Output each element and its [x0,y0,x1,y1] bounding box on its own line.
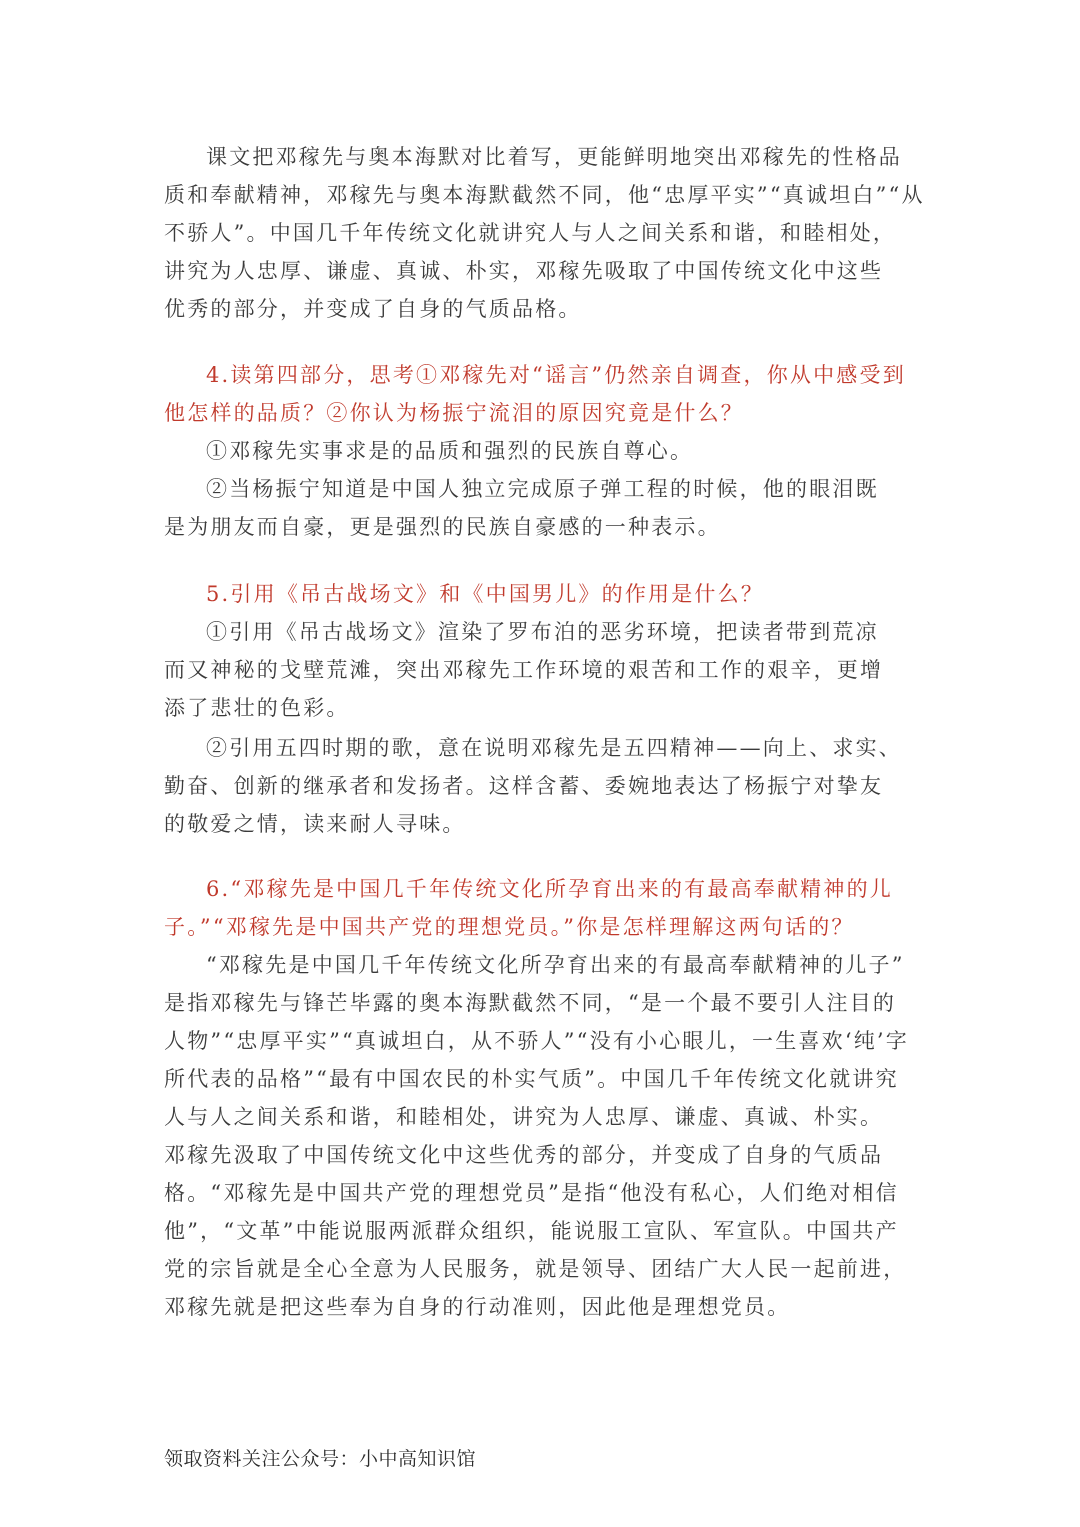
question-line: 他怎样的品质？②你认为杨振宁流泪的原因究竟是什么？ [164,401,744,425]
text-line: 人物”“忠厚平实”“真诚坦白，从不骄人”“没有小心眼儿，一生喜欢‘纯’字 [164,1029,909,1053]
answer-5-2 [164,729,944,843]
text-line: 邓稼先汲取了中国传统文化中这些优秀的部分，并变成了自身的气质品 [164,1143,884,1167]
text-line: 所代表的品格”“最有中国农民的朴实气质”。中国几千年传统文化就讲究 [164,1067,899,1091]
answer-4-1 [164,432,944,470]
text-line: 讲究为人忠厚、谦虚、真诚、朴实，邓稼先吸取了中国传统文化中这些 [164,259,884,283]
paragraph-summary [164,138,944,328]
question-4 [164,356,944,432]
text-line: 人与人之间关系和谐，和睦相处，讲究为人忠厚、谦虚、真诚、朴实。 [164,1105,884,1129]
answer-5-1 [164,613,944,727]
question-6 [164,870,944,946]
question-line: 5.引用《吊古战场文》和《中国男儿》的作用是什么？ [206,582,765,606]
text-line: 而又神秘的戈壁荒滩，突出邓稼先工作环境的艰苦和工作的艰辛，更增 [164,658,884,682]
text-line: “邓稼先是中国几千年传统文化所孕育出来的有最高奉献精神的儿子” [206,953,905,977]
text-line: ②当杨振宁知道是中国人独立完成原子弹工程的时候，他的眼泪既 [206,477,879,501]
text-line: 的敬爱之情，读来耐人寻味。 [164,812,466,836]
text-line: 课文把邓稼先与奥本海默对比着写，更能鲜明地突出邓稼先的性格品 [206,145,902,169]
question-5 [164,575,944,613]
text-line: 添了悲壮的色彩。 [164,696,350,720]
answer-4-2 [164,470,944,546]
question-line: 6.“邓稼先是中国几千年传统文化所孕育出来的有最高奉献精神的儿 [206,877,893,901]
text-line: 是指邓稼先与锋芒毕露的奥本海默截然不同，“是一个最不要引人注目的 [164,991,897,1015]
answer-6 [164,946,944,1326]
text-line: 是为朋友而自豪，更是强烈的民族自豪感的一种表示。 [164,515,721,539]
text-line: 格。“邓稼先是中国共产党的理想党员”是指“他没有私心，人们绝对相信 [164,1181,899,1205]
text-line: 勤奋、创新的继承者和发扬者。这样含蓄、委婉地表达了杨振宁对挚友 [164,774,884,798]
text-line: 邓稼先就是把这些奉为自身的行动准则，因此他是理想党员。 [164,1295,791,1319]
question-line: 4.读第四部分，思考①邓稼先对“谣言”仍然亲自调查，你从中感受到 [206,363,906,387]
text-line: 党的宗旨就是全心全意为人民服务，就是领导、团结广大人民一起前进， [164,1257,907,1281]
text-line: 质和奉献精神，邓稼先与奥本海默截然不同，他“忠厚平实”“真诚坦白”“从 [164,183,925,207]
text-line: 不骄人”。中国几千年传统文化就讲究人与人之间关系和谐，和睦相处， [164,221,897,245]
text-line: 优秀的部分，并变成了自身的气质品格。 [164,297,582,321]
text-line: ②引用五四时期的歌，意在说明邓稼先是五四精神——向上、求实、 [206,736,902,760]
footer-note: 领取资料关注公众号：小中高知识馆 [164,1448,477,1470]
text-line: ①邓稼先实事求是的品质和强烈的民族自尊心。 [206,439,694,463]
text-line: 他”，“文革”中能说服两派群众组织，能说服工宣队、军宣队。中国共产 [164,1219,899,1243]
text-line: ①引用《吊古战场文》渲染了罗布泊的恶劣环境，把读者带到荒凉 [206,620,879,644]
question-line: 子。”“邓稼先是中国共产党的理想党员。”你是怎样理解这两句话的？ [164,915,855,939]
